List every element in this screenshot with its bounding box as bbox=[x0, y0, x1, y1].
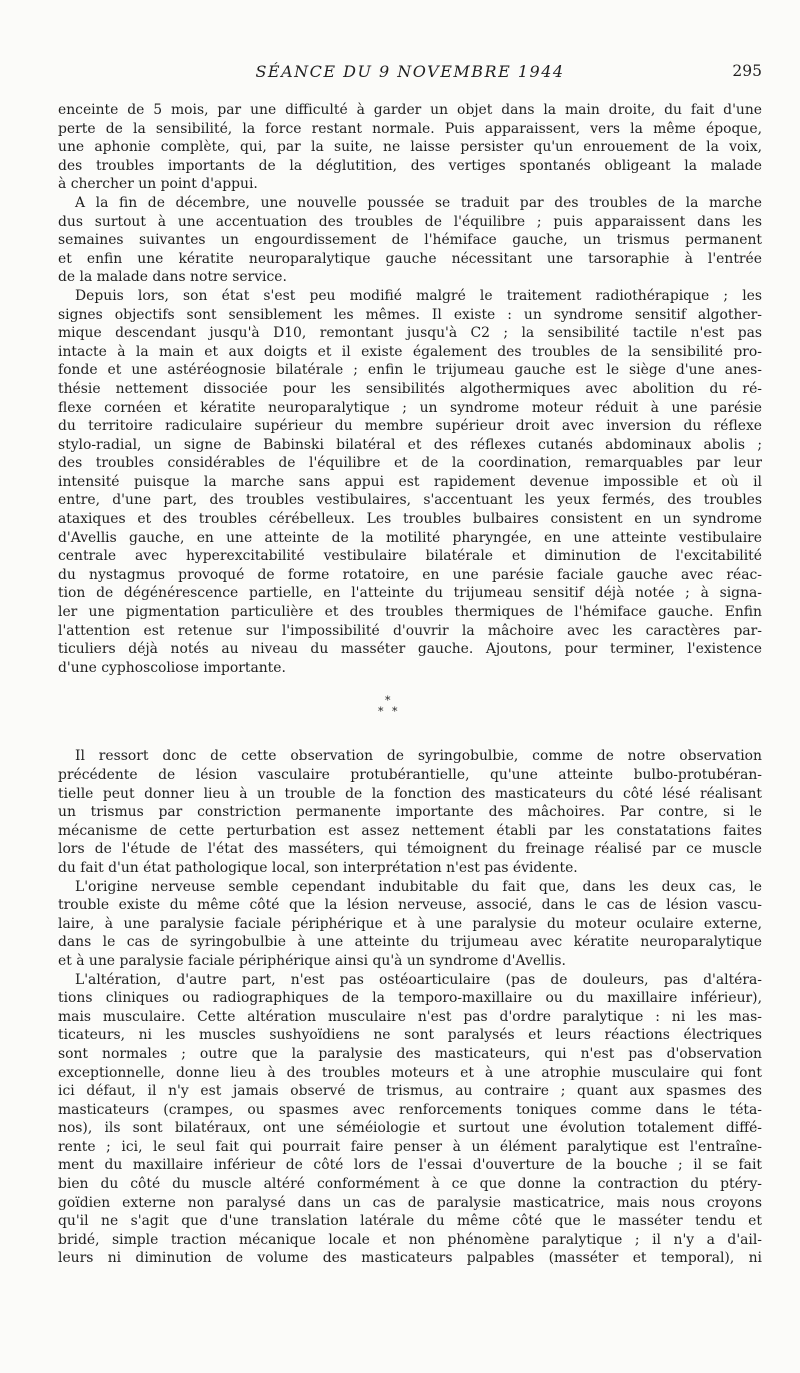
text-line: bridé, simple traction mécanique locale et non phénomène paralytique ; il n'y a d'ail- bbox=[58, 1231, 762, 1248]
text-line: enceinte de 5 mois, par une difficulté à garder un objet dans la main droite, du fait d'une bbox=[58, 102, 762, 118]
text-line: exceptionnelle, donne lieu à des troubles moteurs et à une atrophie musculaire qui font bbox=[58, 1064, 762, 1081]
text-line: entre, d'une part, des troubles vestibulaires, s'accentuant les yeux fermés, des troubles bbox=[58, 492, 762, 509]
text-line: signes objectifs sont sensiblement les mêmes. Il existe : un syndrome sensitif algother- bbox=[58, 306, 762, 323]
text-line: de la malade dans notre service. bbox=[58, 269, 287, 286]
text-line: Depuis lors, son état s'est peu modifié malgré le traitement radiothérapique ; les bbox=[75, 287, 762, 304]
text-line: dans le cas de syringobulbie à une atteinte du trijumeau avec kératite neuroparalytique bbox=[58, 934, 762, 951]
text-line: mécanisme de cette perturbation est assez nettement établi par les constatations faites bbox=[58, 822, 762, 839]
text-line: des troubles considérables de l'équilibre et de la coordination, remarquables par leur bbox=[58, 455, 762, 472]
text-line: lors de l'étude de l'état des masséters, qui témoignent du freinage réalisé par ce muscle bbox=[58, 841, 762, 858]
text-line: centrale avec hyperexcitabilité vestibulaire bilatérale et diminution de l'excitabilité bbox=[58, 548, 762, 565]
text-line: perte de la sensibilité, la force restant normale. Puis apparaissent, vers la même époque, bbox=[58, 120, 762, 137]
text-line: thésie nettement dissociée pour les sensibilités algothermiques avec abolition du ré- bbox=[58, 380, 762, 397]
text-line: sont normales ; outre que la paralysie des masticateurs, qui n'est pas d'observation bbox=[58, 1045, 762, 1062]
text-line: du fait d'un état pathologique local, son interprétation n'est pas évidente. bbox=[58, 859, 578, 876]
paragraph-3 bbox=[58, 287, 762, 677]
text-line: bien du côté du muscle altéré conformément à ce que donne la contraction du ptéry- bbox=[58, 1176, 762, 1193]
text-line: précédente de lésion vasculaire protubérantielle, qu'une atteinte bulbo-protubéran- bbox=[58, 767, 762, 783]
text-line: laire, à une paralysie faciale périphérique et à une paralysie du moteur oculaire externe, bbox=[58, 915, 762, 932]
text-line: intensité puisque la marche sans appui est rapidement devenue impossible et où il bbox=[58, 473, 762, 490]
text-line: ataxiques et des troubles cérébelleux. Les troubles bulbaires consistent en un syndrome bbox=[58, 511, 762, 528]
text-line: masticateurs (crampes, ou spasmes avec renforcements toniques comme dans le téta- bbox=[58, 1101, 762, 1118]
text-line: ment du maxillaire inférieur de côté lors de l'essai d'ouverture de la bouche ; il se fait bbox=[58, 1157, 762, 1174]
separator-star: * bbox=[385, 694, 391, 708]
text-line: à chercher un point d'appui. bbox=[58, 176, 258, 193]
text-line: Il ressort donc de cette observation de syringobulbie, comme de notre observation bbox=[75, 748, 762, 765]
text-line: mique descendant jusqu'à D10, remontant jusqu'à C2 ; la sensibilité tactile n'est pas bbox=[58, 325, 762, 342]
text-line: A la fin de décembre, une nouvelle poussée se traduit par des troubles de la marche bbox=[75, 194, 762, 211]
text-line: ler une pigmentation particulière et des troubles thermiques de l'hémiface gauche. Enfin bbox=[58, 604, 762, 621]
text-line: flexe cornéen et kératite neuroparalytique ; un syndrome moteur réduit à une parésie bbox=[58, 399, 762, 416]
running-title: SÉANCE DU 9 NOVEMBRE 1944 bbox=[255, 62, 565, 81]
text-line: intacte à la main et aux doigts et il existe également des troubles de la sensibilité pro- bbox=[58, 343, 762, 360]
text-line: ici défaut, il n'y est jamais observé de trismus, au contraire ; quant aux spasmes des bbox=[58, 1083, 762, 1100]
text-line: l'attention est retenue sur l'impossibilité d'ouvrir la mâchoire avec les caractères par- bbox=[58, 622, 762, 639]
text-line: une aphonie complète, qui, par la suite, ne laisse persister qu'un enrouement de la voix, bbox=[58, 139, 762, 156]
text-line: du territoire radiculaire supérieur du membre supérieur droit avec inversion du réflexe bbox=[58, 418, 762, 435]
text-line: goïdien externe non paralysé dans un cas de paralysie masticatrice, mais nous croyons bbox=[58, 1194, 762, 1211]
separator-star: * bbox=[378, 705, 384, 719]
text-line: qu'il ne s'agit que d'une translation latérale du même côté que le masséter tendu et bbox=[58, 1213, 762, 1230]
text-line: trouble existe du même côté que la lésion nerveuse, associé, dans le cas de lésion vascu- bbox=[58, 897, 762, 914]
text-line: mais musculaire. Cette altération musculaire n'est pas d'ordre paralytique : ni les mas- bbox=[58, 1008, 762, 1025]
text-line: fonde et une astéréognosie bilatérale ; enfin le trijumeau gauche est le siège d'une anes- bbox=[58, 362, 762, 379]
separator-star: * bbox=[392, 705, 398, 719]
text-line: semaines suivantes un engourdissement de l'hémiface gauche, un trismus permanent bbox=[58, 232, 762, 249]
text-line: rente ; ici, le seul fait qui pourrait faire penser à un élément paralytique est l'entraîne- bbox=[58, 1138, 762, 1155]
text-line: stylo-radial, un signe de Babinski bilatéral et des réflexes cutanés abdominaux abolis ; bbox=[58, 436, 762, 453]
paragraph-5 bbox=[58, 878, 762, 971]
text-line: L'altération, d'autre part, n'est pas ostéoarticulaire (pas de douleurs, pas d'altéra- bbox=[75, 971, 762, 988]
text-line: du nystagmus provoqué de forme rotatoire, en une parésie faciale gauche avec réac- bbox=[58, 566, 762, 583]
text-line: un trismus par constriction permanente importante des mâchoires. Par contre, si le bbox=[58, 804, 762, 821]
text-line: tielle peut donner lieu à un trouble de la fonction des masticateurs du côté lésé réalisant bbox=[58, 785, 762, 802]
page-number: 295 bbox=[732, 62, 762, 80]
running-head bbox=[58, 62, 762, 86]
text-line: et enfin une kératite neuroparalytique gauche nécessitant une tarsoraphie à l'entrée bbox=[58, 250, 762, 267]
paragraph-1 bbox=[58, 101, 762, 194]
text-line: d'une cyphoscoliose importante. bbox=[58, 659, 286, 676]
text-line: tions cliniques ou radiographiques de la temporo-maxillaire ou du maxillaire inférieur), bbox=[58, 990, 762, 1007]
paragraph-4 bbox=[58, 747, 762, 877]
text-line: dus surtout à une accentuation des troubles de l'équilibre ; puis apparaissent dans les bbox=[58, 213, 762, 230]
text-line: tion de dégénérescence partielle, en l'atteinte du trijumeau sensitif déjà notée ; à signa- bbox=[58, 585, 762, 602]
text-line: ticateurs, ni les muscles sushyoïdiens ne sont paralysés et leurs réactions électriques bbox=[58, 1027, 762, 1044]
section-separator bbox=[58, 677, 762, 747]
text-line: d'Avellis gauche, en une atteinte de la motilité pharyngée, en une atteinte vestibulaire bbox=[58, 529, 762, 546]
text-line: leurs ni diminution de volume des masticateurs palpables (masséter et temporal), ni bbox=[58, 1250, 762, 1267]
text-line: et à une paralysie faciale périphérique ainsi qu'à un syndrome d'Avellis. bbox=[58, 952, 566, 969]
text-line: nos), ils sont bilatéraux, ont une séméiologie et surtout une évolution totalement diffé- bbox=[58, 1120, 762, 1137]
text-line: L'origine nerveuse semble cependant indubitable du fait que, dans les deux cas, le bbox=[75, 878, 762, 895]
paragraph-2 bbox=[58, 194, 762, 287]
text-line: des troubles importants de la déglutition, des vertiges spontanés obligeant la malade bbox=[58, 157, 762, 174]
paragraph-6 bbox=[58, 971, 762, 1269]
article-body bbox=[58, 101, 762, 1268]
text-line: ticuliers déjà notés au niveau du masséter gauche. Ajoutons, pour terminer, l'existence bbox=[58, 641, 762, 658]
